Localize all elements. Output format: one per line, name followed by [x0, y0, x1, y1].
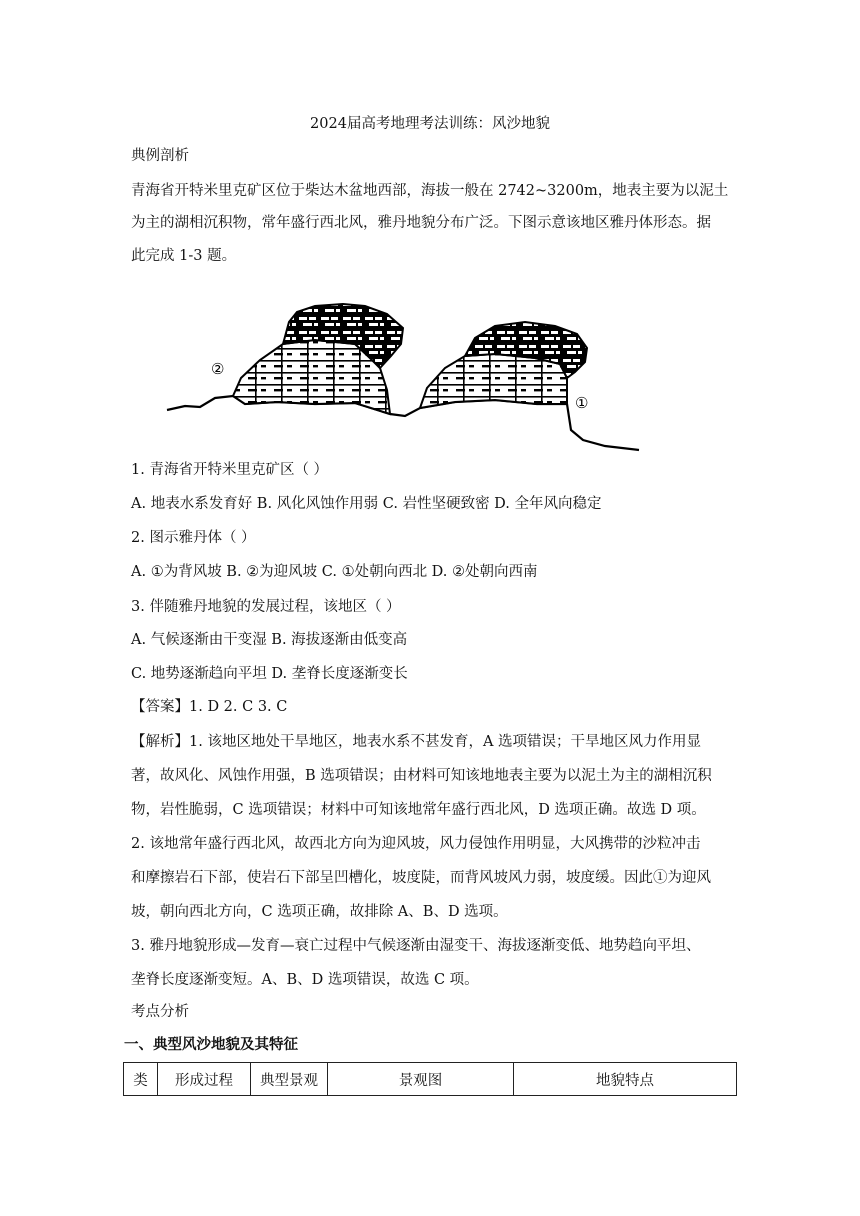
- analysis-line-5: 和摩擦岩石下部，使岩石下部呈凹槽化，坡度陡，而背风坡风力弱，坡度缓。因此①为迎风: [131, 870, 711, 886]
- analysis-line-7: 3. 雅丹地貌形成—发育—衰亡过程中气候逐渐由湿变干、海拔逐渐变低、地势趋向平坦、: [131, 938, 701, 954]
- table-header-row: [124, 1063, 737, 1096]
- intro-line-2: 为主的湖相沉积物，常年盛行西北风，雅丹地貌分布广泛。下图示意该地区雅丹体形态。据: [131, 215, 711, 231]
- section-label-points: 考点分析: [131, 1004, 189, 1020]
- analysis-line-6: 坡，朝向西北方向，C 选项正确，故排除 A、B、D 选项。: [131, 904, 508, 920]
- landform-table: [123, 1062, 737, 1096]
- table-header-cell: 典型景观: [251, 1063, 328, 1096]
- table-header-cell: 类: [124, 1063, 158, 1096]
- question-3-stem: 3. 伴随雅丹地貌的发展过程，该地区（ ）: [131, 599, 401, 615]
- section-heading-1: 一、典型风沙地貌及其特征: [124, 1036, 298, 1053]
- analysis-line-8: 垄脊长度逐渐变短。A、B、D 选项错误，故选 C 项。: [131, 972, 479, 988]
- intro-line-3: 此完成 1-3 题。: [131, 248, 237, 264]
- answer-line: 【答案】1. D 2. C 3. C: [131, 699, 288, 715]
- intro-line-1: 青海省开特米里克矿区位于柴达木盆地西部，海拔一般在 2742~3200m，地表主要为以泥土: [131, 183, 729, 199]
- right-yardang-base: [420, 354, 567, 408]
- question-2-stem: 2. 图示雅丹体（ ）: [131, 530, 256, 546]
- table-header-cell: 景观图: [328, 1063, 514, 1096]
- question-2-options: A. ①为背风坡 B. ②为迎风坡 C. ①处朝向西北 D. ②处朝向西南: [131, 564, 538, 580]
- question-1-stem: 1. 青海省开特米里克矿区（ ）: [131, 462, 329, 478]
- question-1-options: A. 地表水系发育好 B. 风化风蚀作用弱 C. 岩性坚硬致密 D. 全年风向稳定: [131, 496, 602, 512]
- figure-label-1: ①: [575, 394, 589, 412]
- document-title: 2024届高考地理考法训练：风沙地貌: [310, 116, 550, 132]
- question-3-options-row-2: C. 地势逐渐趋向平坦 D. 垄脊长度逐渐变长: [131, 666, 408, 682]
- section-label-example: 典例剖析: [131, 148, 189, 164]
- analysis-line-2: 著，故风化、风蚀作用强，B 选项错误；由材料可知该地地表主要为以泥土为主的湖相沉积: [131, 768, 712, 784]
- ground-line: [167, 396, 639, 450]
- table-header-cell: 地貌特点: [514, 1063, 737, 1096]
- figure-label-2: ②: [211, 360, 225, 378]
- table-header-cell: 形成过程: [158, 1063, 251, 1096]
- yardang-figure: [165, 300, 641, 456]
- analysis-line-4: 2. 该地常年盛行西北风，故西北方向为迎风坡，风力侵蚀作用明显，大风携带的沙粒冲击: [131, 836, 701, 852]
- analysis-line-1: 【解析】1. 该地区地处干旱地区，地表水系不甚发育，A 选项错误；干旱地区风力作用显: [131, 734, 702, 750]
- analysis-line-3: 物，岩性脆弱，C 选项错误；材料中可知该地常年盛行西北风，D 选项正确。故选 D 项。: [131, 802, 706, 818]
- question-3-options-row-1: A. 气候逐渐由干变湿 B. 海拔逐渐由低变高: [131, 632, 408, 648]
